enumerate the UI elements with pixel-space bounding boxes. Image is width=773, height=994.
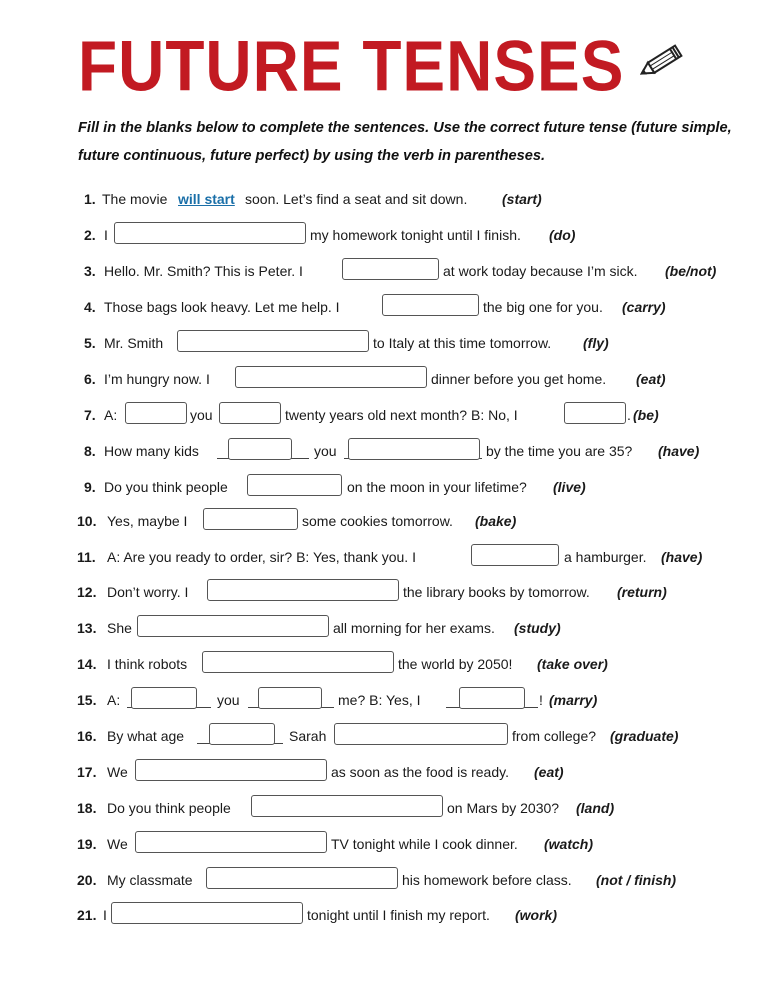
question-number: 14. [77, 656, 97, 672]
verb-hint: (study) [514, 620, 561, 636]
verb-hint: (be) [633, 407, 659, 423]
question-text: soon. Let’s find a seat and sit down. [245, 191, 468, 207]
answer-blank[interactable] [459, 687, 525, 709]
answer-blank[interactable] [135, 759, 327, 781]
answer-blank[interactable] [207, 579, 399, 601]
verb-hint: (graduate) [610, 728, 679, 744]
verb-hint: (have) [661, 549, 703, 565]
answer-blank[interactable] [247, 474, 342, 496]
question-number: 12. [77, 584, 97, 600]
verb-hint: (fly) [583, 335, 609, 351]
question-number: 11. [77, 549, 96, 565]
verb-hint: (eat) [534, 764, 564, 780]
question-text: me? B: Yes, I [338, 692, 421, 708]
question-text: all morning for her exams. [333, 620, 495, 636]
answer-blank[interactable] [251, 795, 443, 817]
question-number: 15. [77, 692, 97, 708]
answer-blank[interactable] [203, 508, 298, 530]
answer-blank[interactable] [235, 366, 427, 388]
answer-blank[interactable] [131, 687, 197, 709]
answer-blank[interactable] [135, 831, 327, 853]
question-text: from college? [512, 728, 597, 744]
question-text: We [107, 764, 128, 780]
question-text: I [104, 227, 108, 243]
verb-hint: (bake) [475, 513, 517, 529]
question-text: Hello. Mr. Smith? This is Peter. I [104, 263, 303, 279]
verb-hint: (work) [515, 907, 557, 923]
question-text: the world by 2050! [398, 656, 513, 672]
question-text: Don’t worry. I [107, 584, 189, 600]
question-text: a hamburger. [564, 549, 647, 565]
question-text: ! [539, 692, 543, 708]
question-text: Yes, maybe I [107, 513, 188, 529]
question-text: I’m hungry now. I [104, 371, 210, 387]
question-number: 2. [84, 227, 96, 243]
answer-blank[interactable] [334, 723, 508, 745]
answer-blank[interactable] [111, 902, 303, 924]
question-number: 19. [77, 836, 97, 852]
verb-hint: (have) [658, 443, 700, 459]
verb-hint: (carry) [622, 299, 666, 315]
question-number: 6. [84, 371, 96, 387]
question-number: 4. [84, 299, 96, 315]
verb-hint: (start) [502, 191, 542, 207]
question-text: We [107, 836, 128, 852]
question-number: 3. [84, 263, 96, 279]
question-text: A: Are you ready to order, sir? B: Yes, thank you. I [107, 549, 416, 565]
question-text: My classmate [107, 872, 193, 888]
question-number: 18. [77, 800, 97, 816]
question-text: Sarah [289, 728, 327, 744]
answer-blank[interactable] [177, 330, 369, 352]
question-text: TV tonight while I cook dinner. [331, 836, 518, 852]
question-text: dinner before you get home. [431, 371, 607, 387]
answer-blank[interactable] [125, 402, 187, 424]
instructions: Fill in the blanks below to complete the sentences. Use the correct future tense (future simple, future continuous, future perfect) by using the verb in parentheses. [78, 120, 732, 164]
verb-hint: (not / finish) [596, 872, 677, 888]
question-text: on Mars by 2030? [447, 800, 560, 816]
question-text: you [314, 443, 337, 459]
question-number: 13. [77, 620, 97, 636]
question-text: on the moon in your lifetime? [347, 479, 527, 495]
answer-blank[interactable] [219, 402, 281, 424]
verb-hint: (take over) [537, 656, 608, 672]
example-answer: will start [178, 191, 235, 207]
question-number: 21. [77, 907, 97, 923]
verb-hint: (live) [553, 479, 586, 495]
question-text: A: [104, 407, 118, 423]
question-text: some cookies tomorrow. [302, 513, 453, 529]
question-number: 20. [77, 872, 97, 888]
verb-hint: (be/not) [665, 263, 717, 279]
answer-blank[interactable] [258, 687, 322, 709]
question-text: Mr. Smith [104, 335, 164, 351]
answer-blank[interactable] [471, 544, 559, 566]
question-text: the big one for you. [483, 299, 603, 315]
answer-blank[interactable] [209, 723, 275, 745]
question-text: twenty years old next month? B: No, I [285, 407, 518, 423]
verb-hint: (eat) [636, 371, 666, 387]
answer-blank[interactable] [114, 222, 306, 244]
question-number: 17. [77, 764, 97, 780]
question-text: the library books by tomorrow. [403, 584, 590, 600]
question-text: at work today because I’m sick. [443, 263, 638, 279]
verb-hint: (watch) [544, 836, 593, 852]
answer-blank[interactable] [202, 651, 394, 673]
question-text: . [627, 407, 631, 423]
verb-hint: (do) [549, 227, 576, 243]
question-number: 7. [84, 407, 96, 423]
question-text: A: [107, 692, 121, 708]
question-text: you [217, 692, 240, 708]
verb-hint: (land) [576, 800, 615, 816]
question-text: How many kids [104, 443, 199, 459]
question-text: By what age [107, 728, 185, 744]
answer-blank[interactable] [348, 438, 480, 460]
answer-blank[interactable] [564, 402, 626, 424]
answer-blank[interactable] [382, 294, 479, 316]
question-number: 10. [77, 513, 97, 529]
question-text: She [107, 620, 132, 636]
question-text: Do you think people [104, 479, 228, 495]
verb-hint: (return) [617, 584, 667, 600]
question-text: I [103, 907, 107, 923]
question-text: Do you think people [107, 800, 231, 816]
question-text: you [190, 407, 213, 423]
question-text: to Italy at this time tomorrow. [373, 335, 552, 351]
question-number: 8. [84, 443, 96, 459]
pencil-icon [636, 38, 692, 86]
question-text: I think robots [107, 656, 188, 672]
answer-blank[interactable] [206, 867, 398, 889]
answer-blank[interactable] [342, 258, 439, 280]
question-number: 5. [84, 335, 96, 351]
answer-blank[interactable] [228, 438, 292, 460]
question-text: by the time you are 35? [486, 443, 633, 459]
question-number: 16. [77, 728, 97, 744]
verb-hint: (marry) [549, 692, 598, 708]
question-text: as soon as the food is ready. [331, 764, 509, 780]
question-number: 1. [84, 191, 96, 207]
question-text: my homework tonight until I finish. [310, 227, 521, 243]
question-text: tonight until I finish my report. [307, 907, 490, 923]
page-title: FUTURE TENSES [78, 25, 625, 107]
question-number: 9. [84, 479, 96, 495]
answer-blank[interactable] [137, 615, 329, 637]
question-text: his homework before class. [402, 872, 572, 888]
question-text: The movie [102, 191, 168, 207]
question-text: Those bags look heavy. Let me help. I [104, 299, 340, 315]
